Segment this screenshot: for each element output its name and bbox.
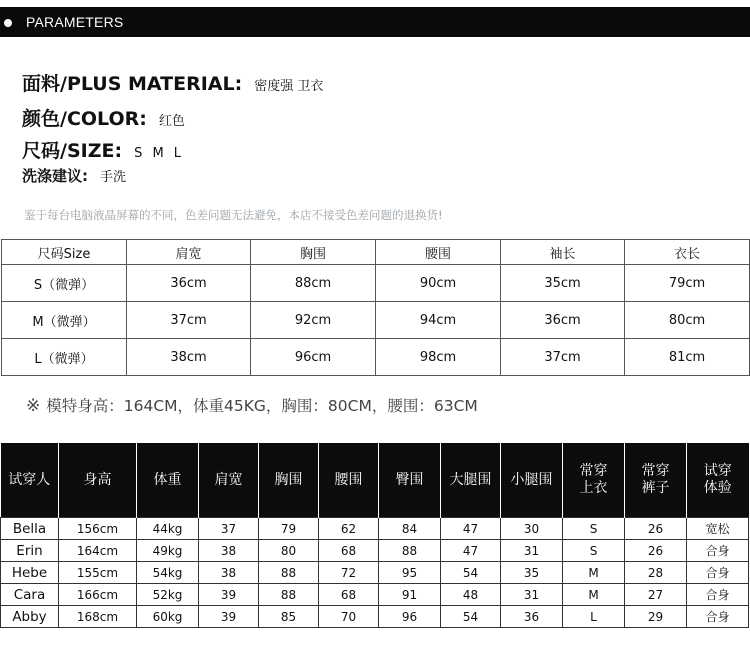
table-cell: 94cm — [376, 302, 501, 339]
table-cell: L — [563, 606, 625, 628]
table-cell: 31 — [501, 584, 563, 606]
table-cell: M（微弹） — [2, 302, 127, 339]
param-color — [22, 104, 185, 131]
table-cell: 80 — [259, 540, 319, 562]
table-cell: 81cm — [625, 339, 750, 376]
table-cell: 84 — [379, 518, 441, 540]
table-cell: 37cm — [501, 339, 625, 376]
header-waist: 腰围 — [376, 240, 501, 265]
table-cell: 合身 — [687, 606, 749, 628]
tester-name: Hebe — [1, 562, 59, 584]
table-row — [1, 606, 749, 628]
param-value: 密度强 卫衣 — [254, 79, 324, 94]
header-shoulder: 肩宽 — [199, 443, 259, 518]
parameters-header — [0, 7, 750, 37]
table-cell: 70 — [319, 606, 379, 628]
table-row — [2, 339, 750, 376]
table-cell: 合身 — [687, 584, 749, 606]
table-cell: 90cm — [376, 265, 501, 302]
table-cell: 79cm — [625, 265, 750, 302]
table-cell: 26 — [625, 540, 687, 562]
size-chart-table — [1, 239, 750, 376]
table-cell: 95 — [379, 562, 441, 584]
try-table-header-row — [1, 443, 749, 518]
table-cell: 36cm — [127, 265, 251, 302]
table-cell: 宽松 — [687, 518, 749, 540]
param-size — [22, 136, 184, 163]
table-cell: 98cm — [376, 339, 501, 376]
table-cell: 68 — [319, 584, 379, 606]
header-waist: 腰围 — [319, 443, 379, 518]
table-cell: 80cm — [625, 302, 750, 339]
header-tester: 试穿人 — [1, 443, 59, 518]
param-label: 颜色/COLOR: — [22, 108, 147, 130]
param-value: 红色 — [158, 114, 185, 129]
header-usual-top: 常穿 上衣 — [563, 443, 625, 518]
table-cell: M — [563, 562, 625, 584]
model-note-text: 模特身高：164CM，体重45KG，胸围：80CM，腰围：63CM — [46, 397, 478, 415]
size-table-header-row — [2, 240, 750, 265]
table-cell: 96 — [379, 606, 441, 628]
table-row — [1, 584, 749, 606]
table-cell: 168cm — [59, 606, 137, 628]
header-weight: 体重 — [137, 443, 199, 518]
table-row — [1, 562, 749, 584]
header-sleeve: 袖长 — [501, 240, 625, 265]
table-cell: 30 — [501, 518, 563, 540]
table-cell: 54kg — [137, 562, 199, 584]
table-cell: 54 — [441, 562, 501, 584]
table-cell: 36 — [501, 606, 563, 628]
table-cell: 38 — [199, 562, 259, 584]
header-fit-experience: 试穿 体验 — [687, 443, 749, 518]
tester-name: Erin — [1, 540, 59, 562]
header-calf: 小腿围 — [501, 443, 563, 518]
header-length: 衣长 — [625, 240, 750, 265]
table-cell: 合身 — [687, 540, 749, 562]
header-thigh: 大腿围 — [441, 443, 501, 518]
param-label: 洗涤建议: — [22, 167, 88, 185]
tester-name: Cara — [1, 584, 59, 606]
table-cell: 37 — [199, 518, 259, 540]
table-cell: 88 — [259, 562, 319, 584]
table-cell: 85 — [259, 606, 319, 628]
param-label: 尺码/SIZE: — [22, 140, 123, 162]
table-cell: 44kg — [137, 518, 199, 540]
table-cell: 38cm — [127, 339, 251, 376]
table-cell: 合身 — [687, 562, 749, 584]
table-cell: 37cm — [127, 302, 251, 339]
table-cell: 79 — [259, 518, 319, 540]
param-value: S M L — [134, 146, 185, 161]
table-cell: 38 — [199, 540, 259, 562]
header-shoulder: 肩宽 — [127, 240, 251, 265]
param-label: 面料/PLUS MATERIAL: — [22, 73, 243, 95]
table-cell: M — [563, 584, 625, 606]
table-row — [2, 302, 750, 339]
try-on-table — [0, 443, 749, 628]
table-cell: 54 — [441, 606, 501, 628]
header-hip: 臀围 — [379, 443, 441, 518]
table-cell: 60kg — [137, 606, 199, 628]
tester-name: Bella — [1, 518, 59, 540]
table-cell: 155cm — [59, 562, 137, 584]
table-cell: 27 — [625, 584, 687, 606]
table-cell: 39 — [199, 584, 259, 606]
table-cell: 72 — [319, 562, 379, 584]
header-chest: 胸围 — [251, 240, 376, 265]
table-cell: 35cm — [501, 265, 625, 302]
param-value: 手洗 — [100, 170, 127, 185]
table-row — [2, 265, 750, 302]
table-cell: S（微弹） — [2, 265, 127, 302]
param-washing — [22, 165, 126, 186]
table-cell: 164cm — [59, 540, 137, 562]
header-height: 身高 — [59, 443, 137, 518]
section-title: PARAMETERS — [26, 14, 124, 30]
table-cell: 62 — [319, 518, 379, 540]
table-cell: 88 — [379, 540, 441, 562]
table-cell: 88 — [259, 584, 319, 606]
tester-name: Abby — [1, 606, 59, 628]
model-measurements-note — [26, 394, 478, 416]
header-chest: 胸围 — [259, 443, 319, 518]
table-cell: L（微弹） — [2, 339, 127, 376]
table-cell: 47 — [441, 518, 501, 540]
header-size: 尺码Size — [2, 240, 127, 265]
table-cell: 156cm — [59, 518, 137, 540]
table-cell: 35 — [501, 562, 563, 584]
table-cell: 52kg — [137, 584, 199, 606]
table-row — [1, 518, 749, 540]
table-cell: 48 — [441, 584, 501, 606]
table-cell: 31 — [501, 540, 563, 562]
table-cell: S — [563, 518, 625, 540]
table-cell: 47 — [441, 540, 501, 562]
table-cell: 39 — [199, 606, 259, 628]
bullet-dot-icon — [4, 19, 12, 27]
table-cell: 26 — [625, 518, 687, 540]
table-cell: 49kg — [137, 540, 199, 562]
table-cell: 29 — [625, 606, 687, 628]
table-cell: 91 — [379, 584, 441, 606]
table-cell: 36cm — [501, 302, 625, 339]
table-cell: S — [563, 540, 625, 562]
reference-mark-icon: ※ — [26, 396, 41, 416]
table-cell: 28 — [625, 562, 687, 584]
table-row — [1, 540, 749, 562]
header-usual-pants: 常穿 裤子 — [625, 443, 687, 518]
table-cell: 96cm — [251, 339, 376, 376]
table-cell: 88cm — [251, 265, 376, 302]
table-cell: 166cm — [59, 584, 137, 606]
color-disclaimer: 鉴于每台电脑液晶屏幕的不同，色差问题无法避免，本店不接受色差问题的退换货! — [24, 208, 443, 222]
table-cell: 68 — [319, 540, 379, 562]
param-material — [22, 69, 323, 96]
table-cell: 92cm — [251, 302, 376, 339]
